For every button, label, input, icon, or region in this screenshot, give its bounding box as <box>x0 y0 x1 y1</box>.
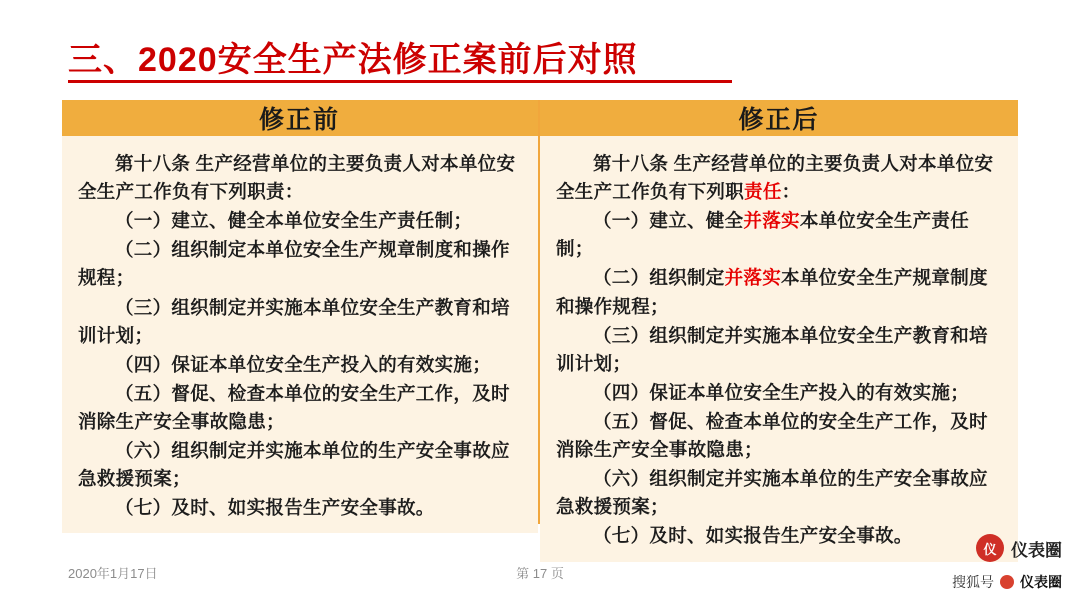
platform-account-name: 仪表圈 <box>1020 574 1062 590</box>
paragraph: （七）及时、如实报告生产安全事故。 <box>593 525 913 547</box>
table-column-after <box>540 100 1018 547</box>
paragraph: （二）组织制定本单位安全生产规章制度和操作规程； <box>78 239 510 289</box>
paragraph: （三）组织制定并实施本单位安全生产教育和培训计划； <box>78 296 510 346</box>
watermark-badge <box>976 534 1062 562</box>
paragraph-highlight: 并落实 <box>743 210 800 232</box>
column-body-before <box>62 136 538 533</box>
paragraph: （六）组织制定并实施本单位的生产安全事故应急救援预案； <box>78 440 510 490</box>
paragraph-post: 本单位安全生产规章制度和操作规程； <box>556 267 988 317</box>
table-column-before <box>62 100 540 524</box>
paragraph <box>556 264 1000 320</box>
column-header-before: 修正前 <box>62 100 538 136</box>
column-header-after: 修正后 <box>540 100 1018 136</box>
paragraph-pre: （二）组织制定 <box>593 267 725 289</box>
account-logo-icon: 仪 <box>976 534 1004 562</box>
paragraph <box>556 207 1000 263</box>
platform-logo-icon <box>1000 575 1014 589</box>
paragraph: （四）保证本单位安全生产投入的有效实施； <box>115 353 492 375</box>
paragraph: （七）及时、如实报告生产安全事故。 <box>115 497 435 519</box>
platform-watermark <box>952 572 1062 592</box>
platform-label: 搜狐号 <box>952 574 994 590</box>
paragraph-post: 本单位安全生产责任制； <box>556 210 970 260</box>
page-title: 三、2020安全生产法修正案前后对照 <box>68 41 638 79</box>
paragraph-pre: 第十八条 生产经营单位的主要负责人对本单位安全生产工作负有下列职 <box>556 153 994 203</box>
paragraph-pre: （一）建立、健全 <box>593 210 744 232</box>
paragraph: （六）组织制定并实施本单位的生产安全事故应急救援预案； <box>556 468 988 518</box>
comparison-table <box>62 100 1018 547</box>
paragraph: （三）组织制定并实施本单位安全生产教育和培训计划； <box>556 324 988 374</box>
footer-date: 2020年1月17日 <box>68 566 158 581</box>
paragraph: （五）督促、检查本单位的安全生产工作，及时消除生产安全事故隐患； <box>556 410 988 461</box>
column-body-after <box>540 136 1018 562</box>
paragraph: 第十八条 生产经营单位的主要负责人对本单位安全生产工作负有下列职责： <box>78 153 516 203</box>
title-underline <box>68 80 732 83</box>
paragraph: （四）保证本单位安全生产投入的有效实施； <box>593 381 970 403</box>
paragraph-post: ： <box>781 181 801 203</box>
footer-page-number: 第 17 页 <box>516 566 564 581</box>
paragraph: （一）建立、健全本单位安全生产责任制； <box>115 210 473 232</box>
paragraph: （五）督促、检查本单位的安全生产工作，及时消除生产安全事故隐患； <box>78 382 510 432</box>
paragraph <box>556 150 1000 206</box>
paragraph-highlight: 并落实 <box>724 267 782 289</box>
account-name: 仪表圈 <box>1011 540 1062 560</box>
paragraph-highlight: 责任 <box>744 181 782 203</box>
